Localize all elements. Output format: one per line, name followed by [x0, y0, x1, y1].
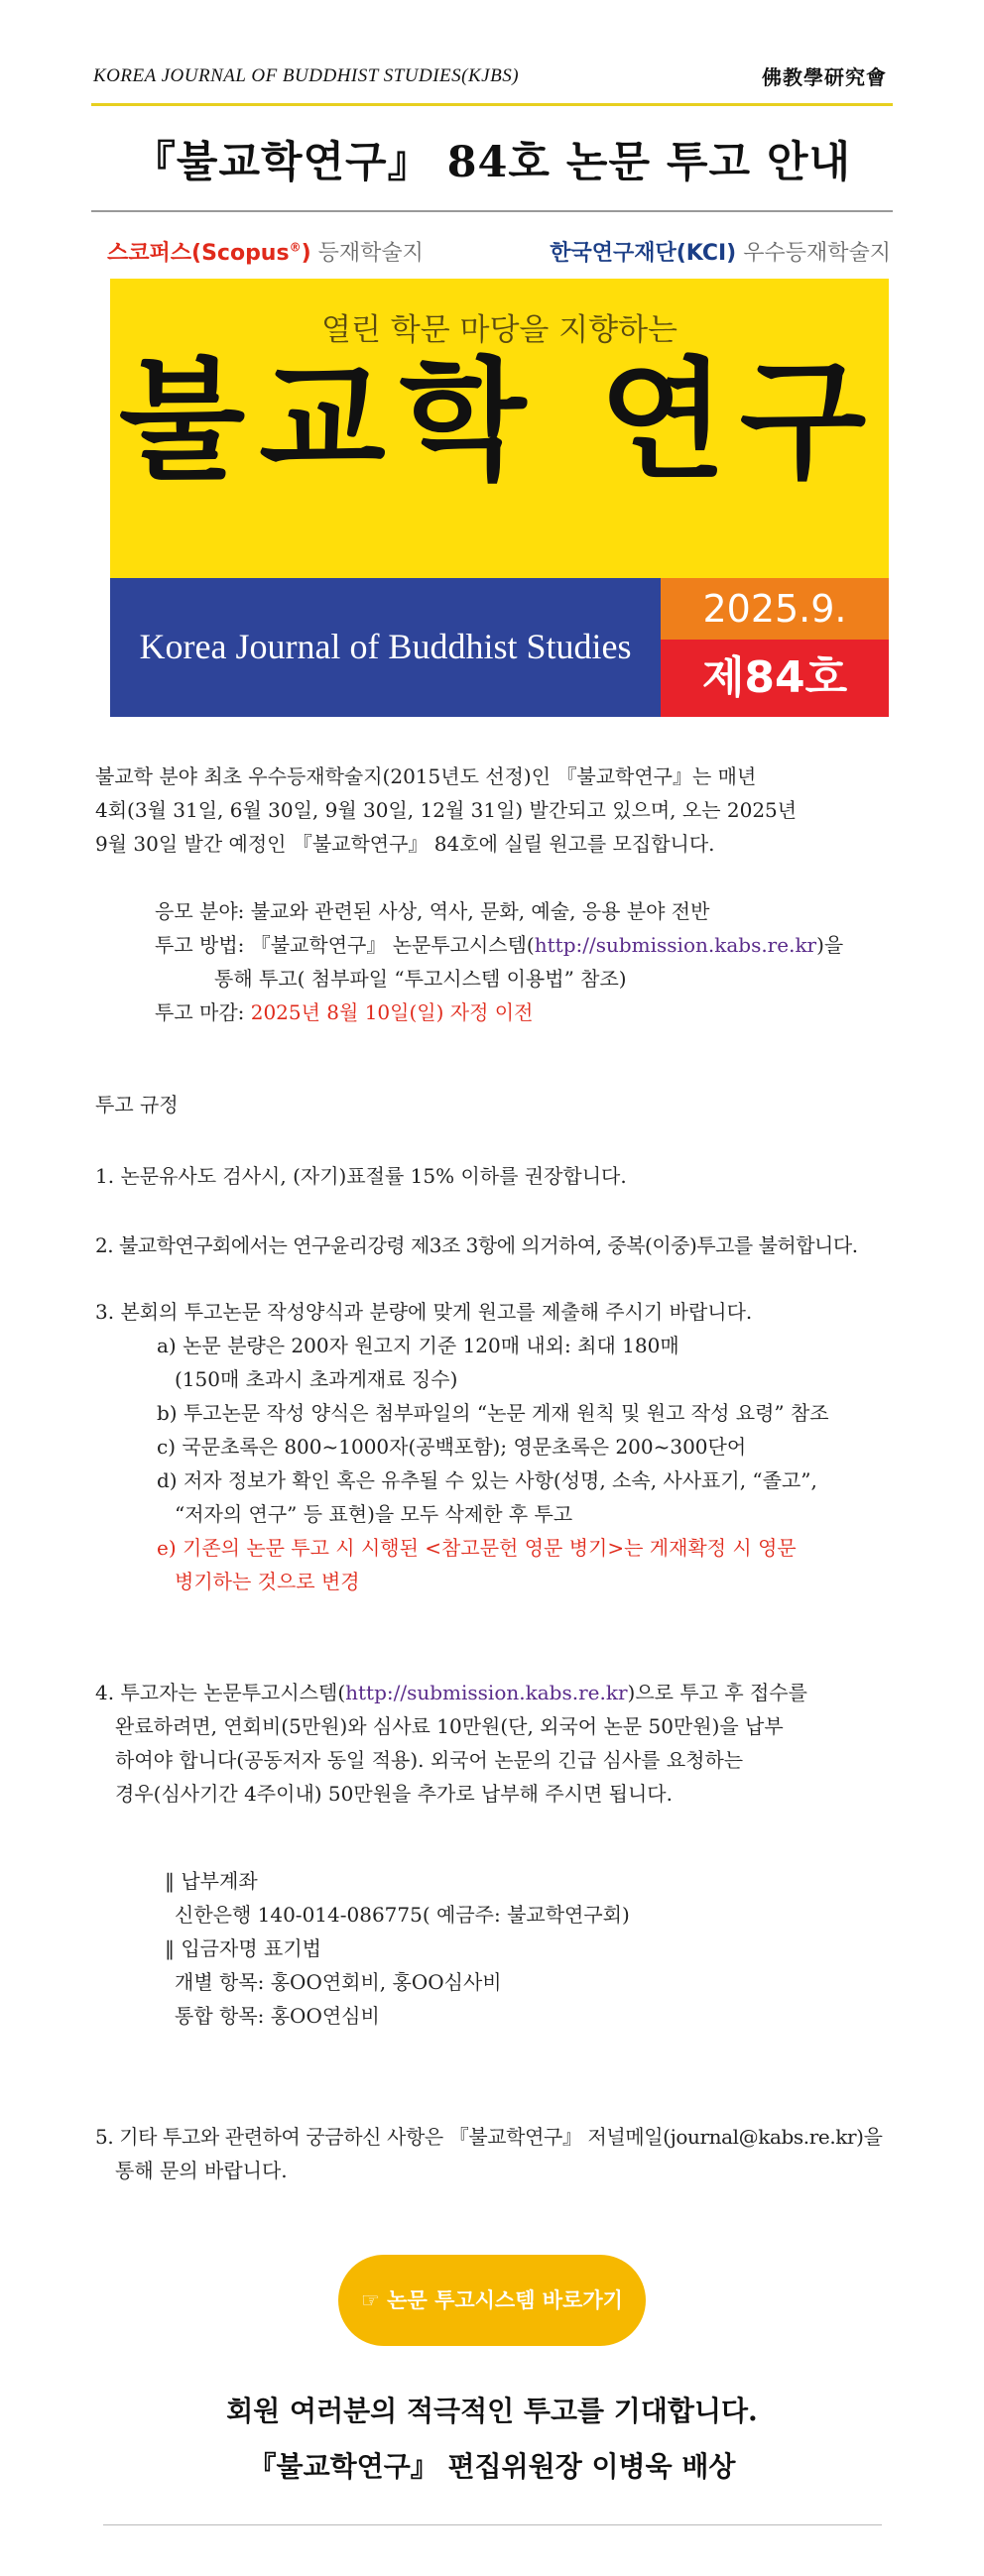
payment-info — [95, 1864, 893, 2033]
rule-4-line: 완료하려면, 연회비(5만원)와 심사료 10만원(단, 외국어 논문 50만원)을 납부 — [115, 1714, 784, 1738]
rule-3a: a) 논문 분량은 200자 원고지 기준 120매 내외: 최대 180매 — [157, 1334, 679, 1357]
deadline-value: 2025년 8월 10일(일) 자정 이전 — [250, 1000, 534, 1024]
cover-title: 불교학 연구 — [118, 344, 881, 498]
cover-date: 2025.9. — [702, 587, 847, 631]
go-to-submission-system-button[interactable]: ☞ 논문 투고시스템 바로가기 — [338, 2255, 646, 2346]
payment-account: 신한은행 140-014-086775( 예금주: 불교학연구회) — [175, 1903, 630, 1927]
rule-3b: b) 투고논문 작성 양식은 첨부파일의 “논문 게재 원칙 및 원고 작성 요령” 참조 — [157, 1401, 829, 1425]
submission-link[interactable]: http://submission.kabs.re.kr — [534, 933, 817, 957]
rule-3 — [95, 1295, 893, 1598]
title-divider — [91, 210, 893, 212]
rule-3e-cont: 병기하는 것으로 변경 — [175, 1570, 360, 1593]
scopus-badge: 스코퍼스(Scopus®) 등재학술지 — [107, 240, 424, 266]
rule-5-line: 5. 기타 투고와 관련하여 궁금하신 사항은 『불교학연구』 저널메일(journal@kabs.re.kr)을 — [95, 2125, 883, 2149]
indexing-badges — [107, 236, 891, 272]
rule-1: 1. 논문유사도 검사시, (자기)표절률 15% 이하를 권장합니다. — [95, 1164, 627, 1188]
intro-line: 9월 30일 발간 예정인 『불교학연구』 84호에 실릴 원고를 모집합니다. — [95, 832, 715, 856]
rule-3c: c) 국문초록은 800~1000자(공백포함); 영문초록은 200~300단어 — [157, 1435, 747, 1459]
journal-english-name: KOREA JOURNAL OF BUDDHIST STUDIES(KJBS) — [93, 65, 520, 86]
rule-5-line: 통해 문의 바랍니다. — [115, 2159, 288, 2182]
rule-4-line: 4. 투고자는 논문투고시스템(http://submission.kabs.re.kr)으로 투고 후 접수를 — [95, 1681, 807, 1704]
cover-english-title: Korea Journal of Buddhist Studies — [139, 627, 632, 666]
rule-2: 2. 불교학연구회에서는 연구윤리강령 제3조 3항에 의거하여, 중복(이중)투고를 불허합니다. — [95, 1233, 858, 1257]
cover-issue-box — [661, 640, 889, 717]
footer-divider — [103, 2524, 882, 2525]
kci-badge: 한국연구재단(KCI) 우수등재학술지 — [550, 241, 891, 266]
rule-5 — [95, 2120, 893, 2187]
payment-account-heading: ‖ 납부계좌 — [165, 1869, 258, 1893]
cover-date-box — [661, 578, 889, 640]
rule-4-line: 하여야 합니다(공동저자 동일 적용). 외국어 논문의 긴급 심사를 요청하는 — [115, 1748, 744, 1772]
closing-signature: 『불교학연구』 편집위원장 이병욱 배상 — [248, 2450, 736, 2483]
depositor-name-all: 통합 항목: 홍OO연심비 — [175, 2004, 380, 2028]
page-title: 『불교학연구』 84호 논문 투고 안내 — [132, 138, 852, 187]
rules-heading: 투고 규정 — [95, 1093, 179, 1116]
journal-cover-image — [110, 279, 889, 717]
apply-method-cont: 통해 투고( 첨부파일 “투고시스템 이용법” 참조) — [214, 967, 627, 991]
intro-paragraph — [95, 760, 893, 861]
rule-3d-cont: “저자의 연구” 등 표현)을 모두 삭제한 후 투고 — [175, 1502, 573, 1526]
apply-deadline: 투고 마감: 2025년 8월 10일(일) 자정 이전 — [155, 1000, 534, 1024]
apply-method: 투고 방법: 『불교학연구』 논문투고시스템(http://submission.kabs.re.kr)을 — [155, 933, 844, 957]
rule-4 — [95, 1676, 893, 1811]
submission-link[interactable]: http://submission.kabs.re.kr — [345, 1681, 628, 1704]
closing-message: 회원 여러분의 적극적인 투고를 기대합니다. — [226, 2395, 758, 2427]
depositor-name-heading: ‖ 입금자명 표기법 — [165, 1936, 321, 1960]
cover-issue: 제84호 — [701, 652, 848, 703]
intro-line: 불교학 분야 최초 우수등재학술지(2015년도 선정)인 『불교학연구』는 매년 — [95, 764, 757, 788]
depositor-name-each: 개별 항목: 홍OO연회비, 홍OO심사비 — [175, 1970, 502, 1994]
society-seal-logo: 佛教學研究會 — [762, 65, 887, 89]
journal-header-bar — [91, 54, 893, 106]
cover-yellow-panel — [110, 279, 889, 578]
cover-blue-panel — [110, 578, 661, 717]
rule-3d: d) 저자 정보가 확인 혹은 유추될 수 있는 사항(성명, 소속, 사사표기, “졸고”, — [157, 1468, 817, 1492]
rule-3a-cont: (150매 초과시 초과게재료 징수) — [175, 1367, 458, 1391]
application-info — [95, 894, 893, 1029]
rule-3-text: 3. 본회의 투고논문 작성양식과 분량에 맞게 원고를 제출해 주시기 바랍니다. — [95, 1300, 753, 1324]
intro-line: 4회(3월 31일, 6월 30일, 9월 30일, 12월 31일) 발간되고 있으며, 오는 2025년 — [95, 798, 798, 822]
rule-4-line: 경우(심사기간 4주이내) 50만원을 추가로 납부해 주시면 됩니다. — [115, 1782, 673, 1806]
apply-field: 응모 분야: 불교와 관련된 사상, 역사, 문화, 예술, 응용 분야 전반 — [155, 899, 710, 923]
cover-subtitle: 열린 학문 마당을 지향하는 — [321, 312, 677, 348]
rule-3e: e) 기존의 논문 투고 시 시행된 <참고문헌 영문 병기>는 게재확정 시 영문 — [157, 1536, 797, 1560]
